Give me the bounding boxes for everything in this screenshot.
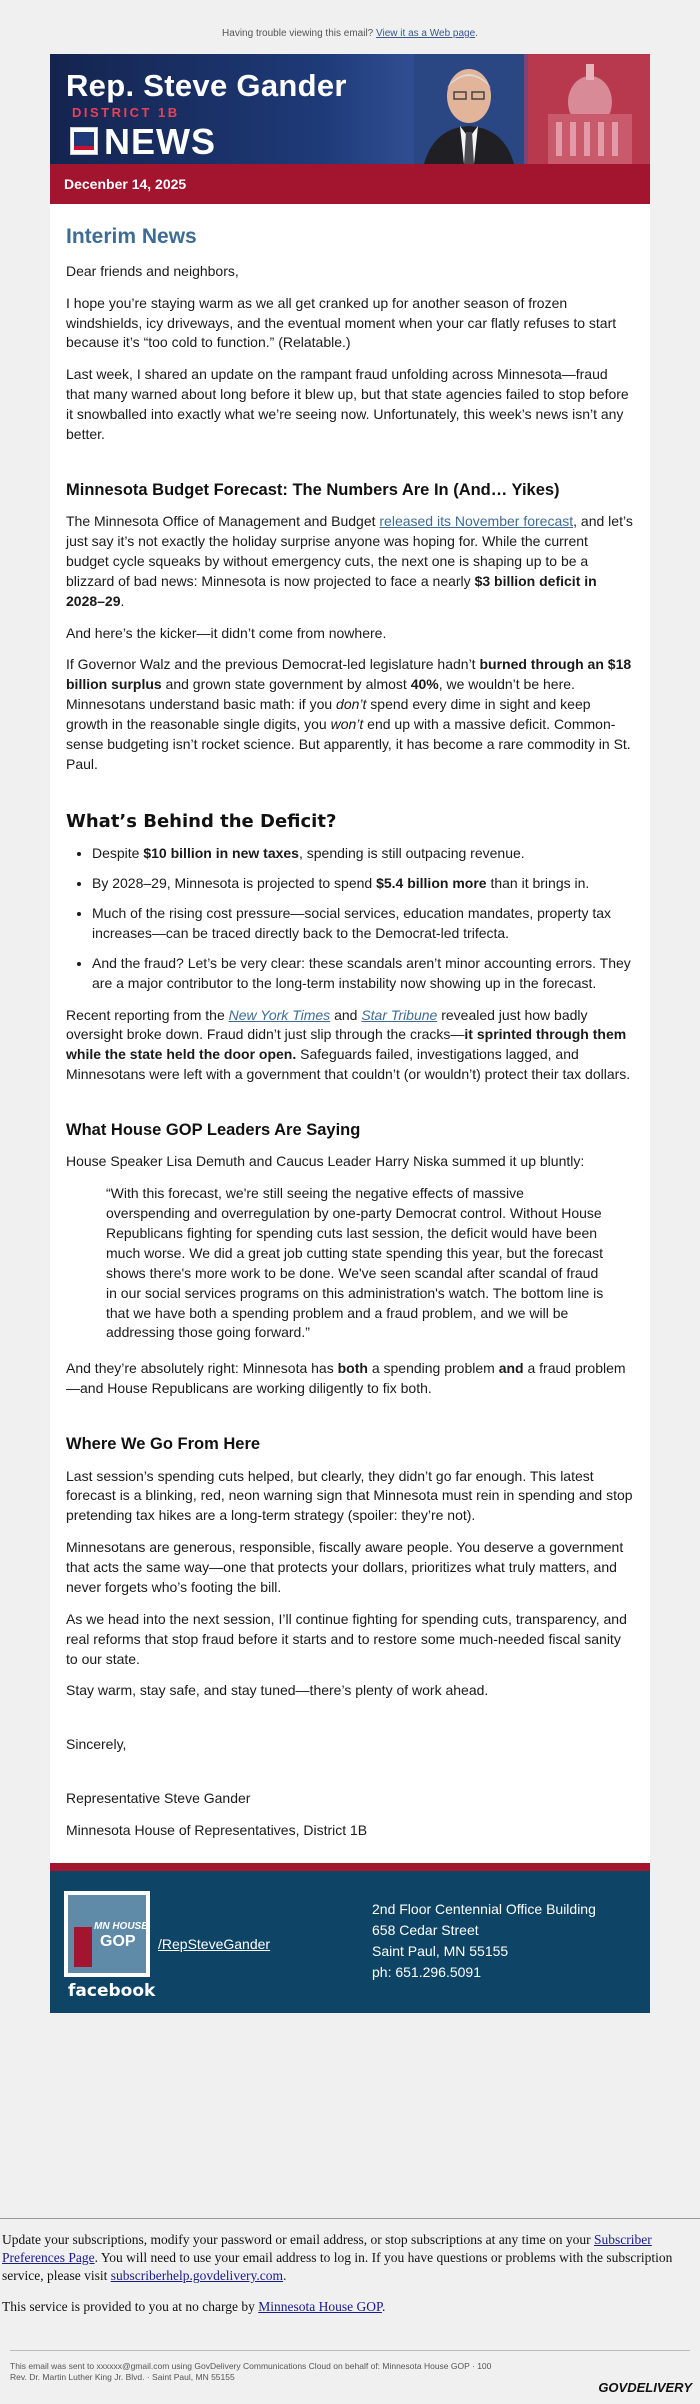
newsletter-card [50, 54, 650, 2013]
divider [0, 2218, 700, 2219]
provider-paragraph [0, 2298, 700, 2316]
list-item: • Much of the rising cost pressure—social services, education mandates, property tax increases—can be traced directly back to the Democrat-led trifecta. [92, 904, 634, 944]
list-item: • And the fraud? Let’s be very clear: these scandals aren’t minor accounting errors. They are a major contributor to the long-term instability now showing up in the forecast. [92, 954, 634, 994]
star-tribune-link[interactable] [361, 1007, 437, 1023]
subscriber-preferences-link[interactable]: Subscriber Preferences Page [2, 2232, 652, 2266]
banner-title: Rep. Steve Gander [66, 68, 347, 103]
newsletter-body [50, 204, 650, 1863]
next-steps-paragraph-4: Stay warm, stay safe, and stay tuned—there’s plenty of work ahead. [66, 1682, 489, 1699]
budget-forecast-heading: Minnesota Budget Forecast: The Numbers Are In (And… Yikes) [66, 480, 560, 499]
text: won’t [330, 716, 364, 733]
contact-footer [50, 1871, 650, 2013]
text: both [337, 1360, 368, 1377]
text: $10 billion in new taxes [143, 845, 299, 862]
text: and grown state government by almost [161, 676, 411, 693]
office-address [372, 1899, 596, 1983]
next-steps-paragraph-2: Minnesotans are generous, responsible, fiscally aware people. You deserve a government that acts the same way—one that protects your dollars, prioritizes what truly matters, and never forgets who’s footing the bill. [66, 1539, 624, 1595]
govdelivery-logo[interactable]: GOVDELIVERY [598, 2380, 692, 2395]
surplus-amount: burned through an $18 billion surplus [66, 656, 632, 693]
text: If Governor Walz and the previous Democrat-led legislature hadn’t [66, 656, 480, 673]
text: . [381, 2298, 386, 2314]
subscription-notice [0, 2218, 700, 2328]
next-steps-paragraph-3: As we head into the next session, I’ll continue fighting for spending cuts, transparency, and real reforms that stop fraud before it starts and to restore some much-needed fiscal sanity to our state. [66, 1610, 627, 1667]
banner-news: NEWS [104, 121, 216, 162]
gop-leaders-heading: What House GOP Leaders Are Saying [66, 1121, 361, 1140]
text: . [283, 2268, 287, 2284]
text: , we wouldn’t be here. Minnesotans understand basic math: if you [66, 676, 575, 713]
web-view-text: Having trouble viewing this email? [222, 28, 374, 39]
address-line: 2nd Floor Centennial Office Building [372, 1900, 596, 1917]
text: Star Tribune [361, 1006, 438, 1023]
web-view-notice [0, 0, 700, 54]
capitol-building-image [528, 54, 650, 164]
text: $5.4 billion more [376, 875, 487, 892]
sender-line: Rev. Dr. Martin Luther King Jr. Blvd. · Saint Paul, MN 55155 [10, 2372, 235, 2383]
text: it sprinted through them while the state held the door open. [66, 1026, 627, 1063]
text: a fraud problem—and House Republicans are working diligently to fix both. [66, 1360, 626, 1397]
text: , and let’s just say it’s not exactly the holiday surprise anyone was hoping for. While the current budget cycle squeaks by without emergency cuts, the next one is shaping up to be a blizzard of bad news: Minnesota is now projected to face a nearly [66, 513, 633, 589]
text: revealed just how badly oversight broke down. Fraud didn’t just slip through the cracks— [66, 1006, 588, 1043]
web-view-link[interactable]: View it as a Web page [376, 28, 476, 39]
reporting-paragraph [66, 1006, 634, 1086]
deficit-causes-list [66, 844, 634, 993]
fraud-paragraph: Last week, I shared an update on the rampant fraud unfolding across Minnesota—fraud that many warned about long before it blew up, but that state agencies failed to stop before it snowballed into exactly what we’re seeing now. Unfortunately, this week’s news isn’t any better. [66, 366, 629, 442]
facebook-wordmark: facebook [68, 1980, 156, 2001]
text: . [120, 592, 125, 609]
text: Safeguards failed, investigations lagged, and Minnesotans were left with a government that couldn’t (or wouldn’t) protect their tax dollars. [66, 1046, 631, 1083]
logo-text: GOP [100, 1932, 136, 1950]
signature-name: Representative Steve Gander [66, 1790, 251, 1807]
logo-text: MN HOUSE [94, 1920, 148, 1932]
intro-paragraph: I hope you’re staying warm as we all get cranked up for another season of frozen windshields, icy driveways, and the eventual moment when your car flatly refuses to start because it’s “too cold to function.” (Relatable.) [66, 294, 617, 351]
text: than it brings in. [486, 875, 590, 892]
phone-number: ph: 651.296.5091 [372, 1963, 481, 1980]
signature-title: Minnesota House of Representatives, District 1B [66, 1822, 368, 1838]
growth-percent: 40% [410, 676, 439, 693]
subscriber-help-link[interactable]: subscriberhelp.govdelivery.com [110, 2268, 284, 2284]
list-item [92, 844, 634, 864]
sender-info [10, 2350, 690, 2384]
sender-line: This email was sent to xxxxxx@gmail.com using GovDelivery Communications Cloud on behalf of: Minnesota House GOP · 100 [10, 2361, 492, 2371]
text: end up with a massive deficit. Common-sense budgeting isn’t rocket science. But apparently, it has become a rare commodity in St. Paul. [66, 716, 631, 772]
list-item [92, 874, 634, 894]
text: a spending problem [367, 1360, 499, 1377]
signoff: Sincerely, [66, 1736, 127, 1753]
text: . You will need to use your email address to log in. If you have questions or problems with the subscription service, please visit [2, 2250, 673, 2284]
text: and [330, 1006, 362, 1023]
address-line: Saint Paul, MN 55155 [372, 1942, 509, 1959]
leaders-quote: “With this forecast, we're still seeing the negative effects of massive overspending and overregulation by one-party Democrat control. Without House Republicans fighting for spending cuts last session, the deficit would have been much worse. We did a great job cutting state spending this year, but the forecast shows there's more work to be done. We've seen scandal after scandal of fraud in our social services programs on this administration's watch. The bottom line is that we have both a spending problem and a fraud problem, and we will be addressing those going forward.” [106, 1185, 604, 1341]
address-line: 658 Cedar Street [372, 1921, 479, 1938]
header-banner [50, 54, 650, 164]
text: The Minnesota Office of Management and Budget [66, 513, 380, 530]
kicker-paragraph: And here’s the kicker—it didn’t come from nowhere. [66, 624, 387, 641]
representative-photo [414, 54, 524, 164]
mn-house-gop-link[interactable]: Minnesota House GOP [258, 2298, 382, 2314]
text: By 2028–29, Minnesota is projected to spend [92, 875, 377, 892]
next-steps-paragraph-1: Last session’s spending cuts helped, but clearly, they didn’t go far enough. This latest forecast is a blinking, red, neon warning sign that Minnesota must rein in spending and stop pretending tax hikes are a long-term strategy (spoiler: they’re not). [66, 1467, 633, 1524]
text: This service is provided to you at no charge by [2, 2298, 259, 2314]
leaders-intro: House Speaker Lisa Demuth and Caucus Leader Harry Niska summed it up bluntly: [66, 1153, 585, 1170]
nyt-link[interactable] [229, 1007, 331, 1023]
issue-date: Decenber 14, 2025 [50, 164, 650, 204]
text: New York Times [228, 1006, 331, 1023]
surplus-paragraph [66, 655, 634, 774]
text: Update your subscriptions, modify your password or email address, or stop subscriptions at any time on your [2, 2232, 595, 2247]
agreement-paragraph [66, 1359, 634, 1399]
text: Despite [92, 845, 144, 862]
forecast-paragraph [66, 512, 634, 611]
web-view-end: . [475, 28, 478, 39]
next-steps-heading: Where We Go From Here [66, 1435, 261, 1454]
november-forecast-link[interactable]: released its November forecast [379, 513, 574, 530]
text: Recent reporting from the [66, 1006, 229, 1023]
text: And they’re absolutely right: Minnesota has [66, 1360, 338, 1377]
deficit-causes-heading: What’s Behind the Deficit? [66, 810, 337, 832]
greeting: Dear friends and neighbors, [66, 262, 239, 279]
subscription-paragraph [0, 2231, 700, 2286]
facebook-page-link[interactable]: /RepSteveGander [158, 1935, 271, 1952]
text: don’t [336, 696, 367, 713]
newsletter-heading: Interim News [66, 225, 197, 248]
text: , spending is still outpacing revenue. [298, 845, 525, 862]
facebook-badge[interactable] [64, 1891, 156, 2005]
footer-divider [50, 1863, 650, 1871]
text: and [498, 1360, 524, 1377]
deficit-amount: $3 billion deficit in 2028–29 [66, 572, 597, 609]
minnesota-flag-icon [70, 127, 98, 155]
text: spend every dime in sight and keep growth in the reasonable single digits, you [66, 696, 591, 733]
banner-district: DISTRICT 1B [72, 105, 180, 120]
mn-house-gop-logo [64, 1891, 150, 1977]
